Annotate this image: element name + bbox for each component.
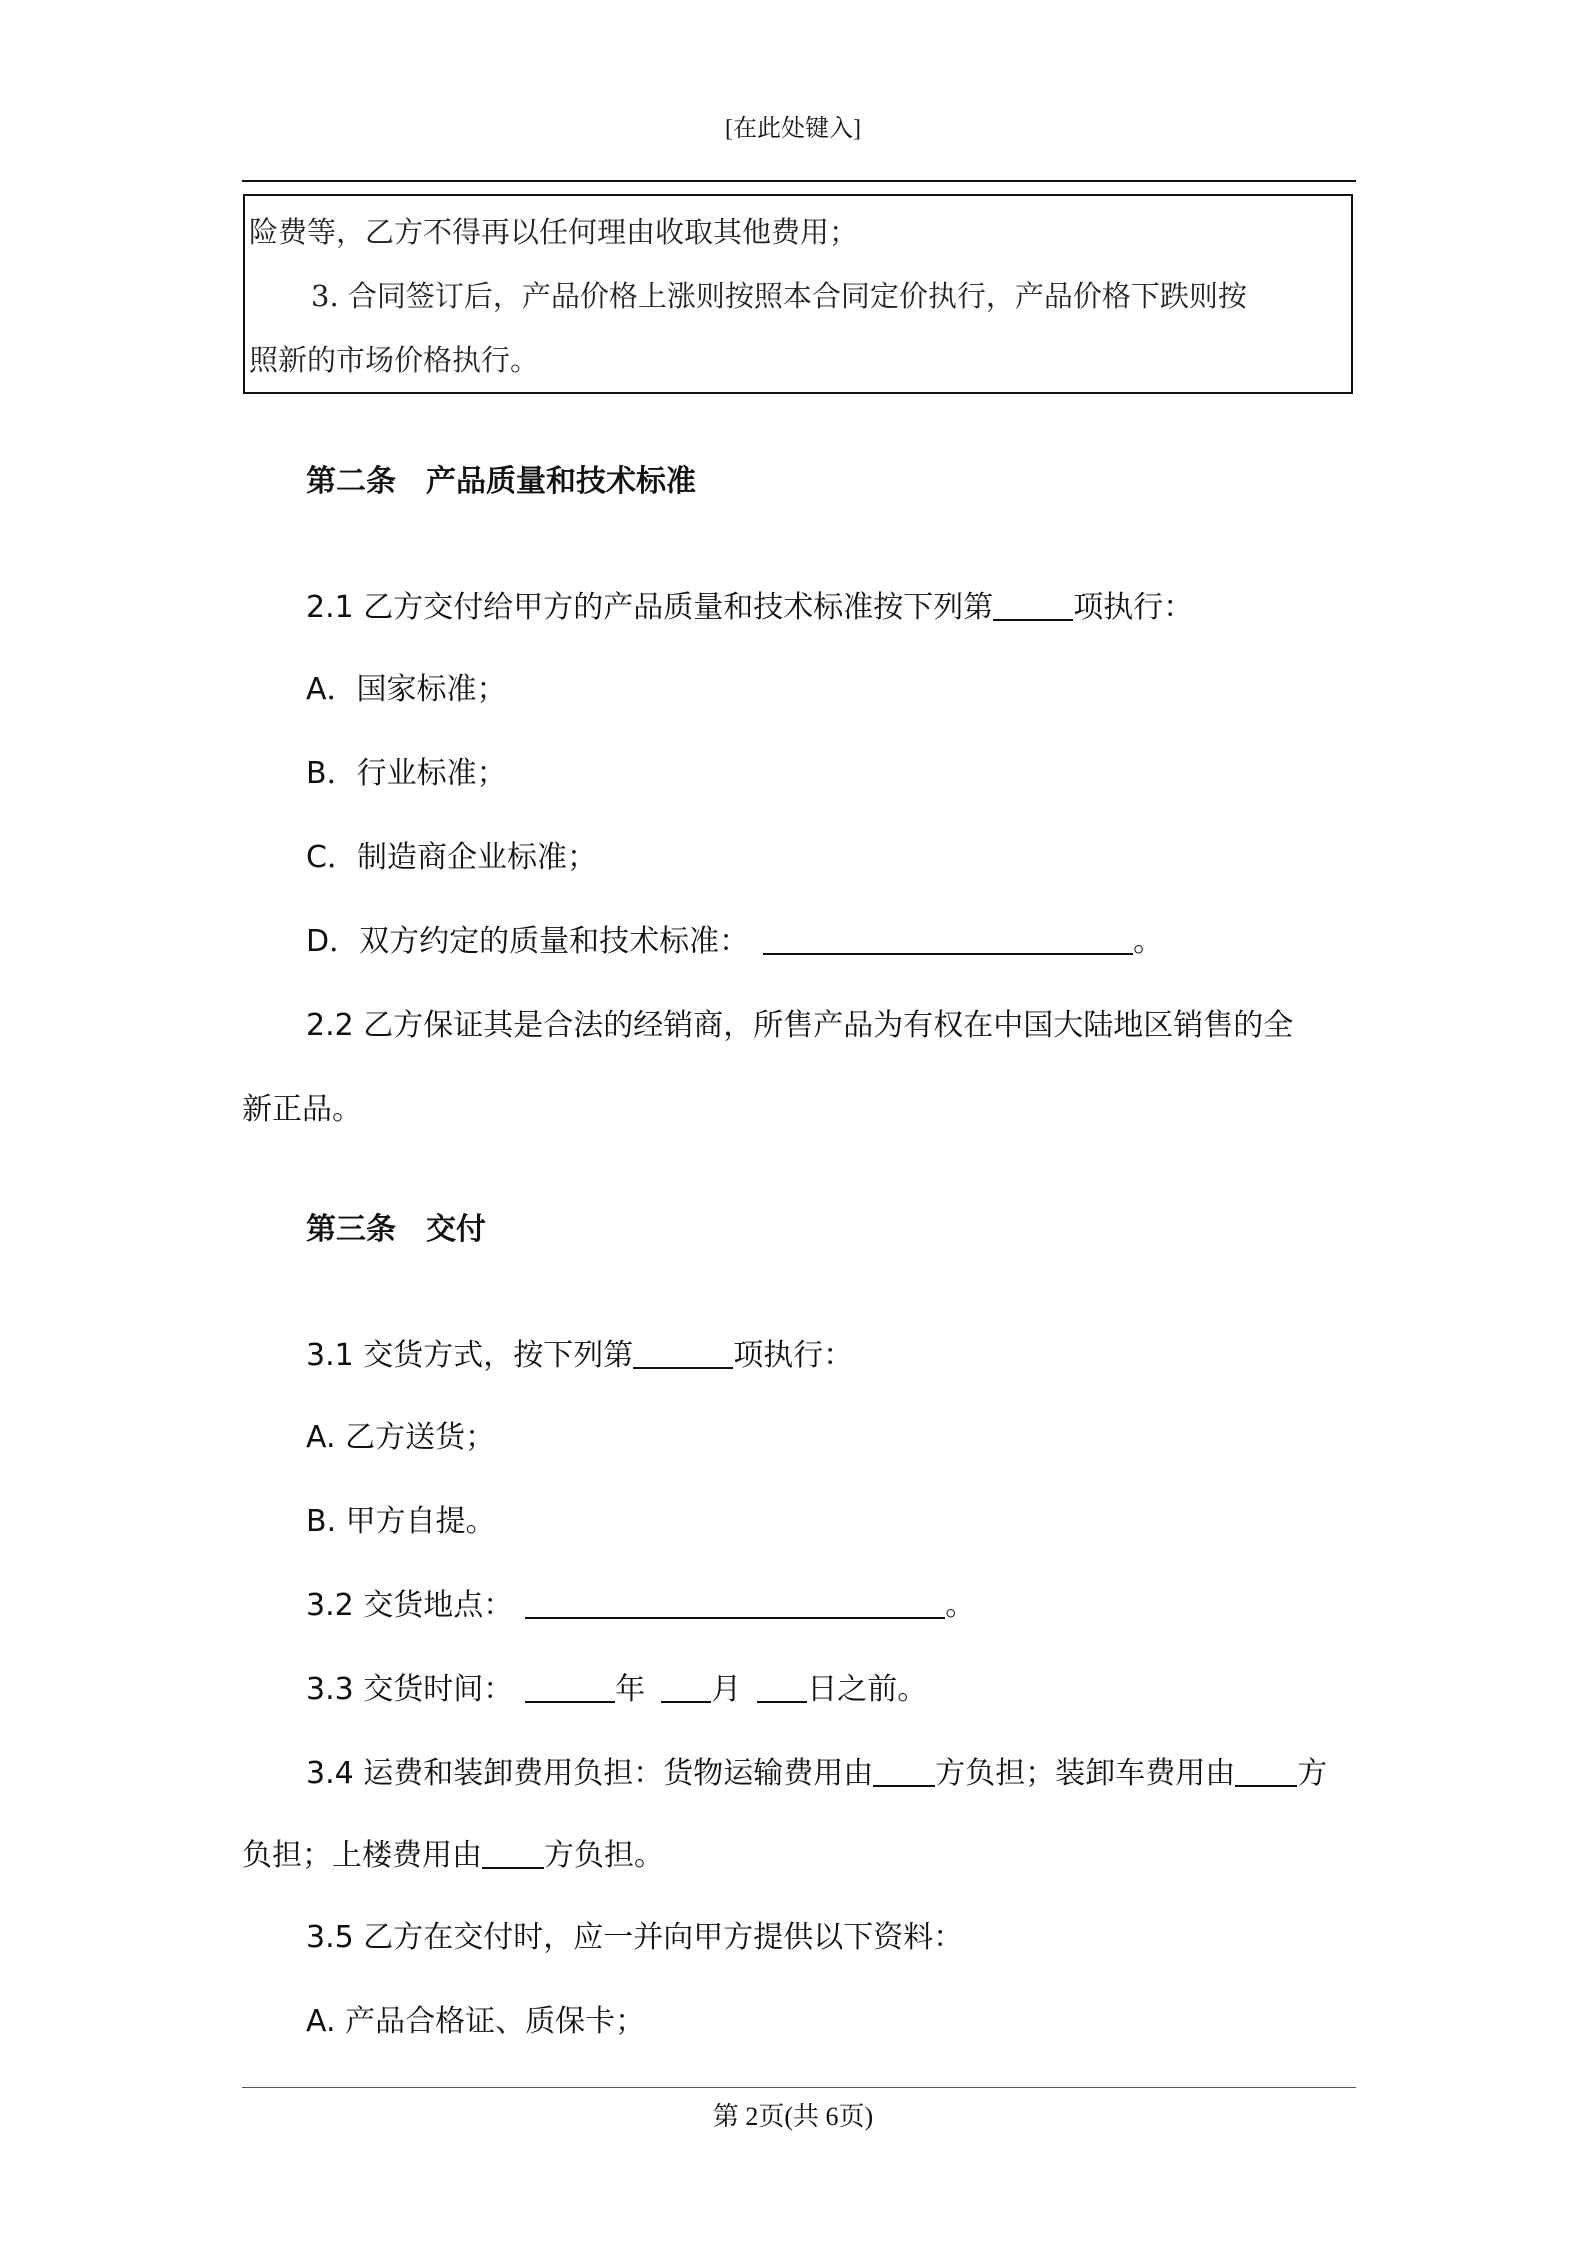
continued-text-box [243, 194, 1353, 394]
box-line-1: 险费等，乙方不得再以任何理由收取其他费用； [249, 215, 859, 249]
page-header: [在此处键入] [725, 116, 861, 142]
blank-delivery-method[interactable] [633, 1367, 733, 1369]
month-label: 月 [711, 1672, 742, 1707]
clause-3-2-text: 3.2 交货地点： [306, 1588, 514, 1623]
blank-standard-choice[interactable] [993, 619, 1073, 621]
option-3-a: A. 乙方送货； [306, 1420, 496, 1455]
clause-3-4-text-c: 方 [1297, 1756, 1328, 1791]
clause-3-4-text-b: 方负担；装卸车费用由 [935, 1756, 1236, 1791]
footer-divider [242, 2087, 1356, 2088]
box-line-3: 照新的市场价格执行。 [249, 343, 540, 377]
clause-3-4-line-2-text: 负担；上楼费用由 [242, 1838, 482, 1873]
year-label: 年 [615, 1672, 646, 1707]
header-divider [242, 180, 1356, 182]
blank-delivery-location[interactable] [525, 1617, 945, 1619]
clause-2-1-text-end: 项执行： [1073, 590, 1194, 625]
blank-transport-payer[interactable] [873, 1785, 935, 1787]
clause-3-5-option-a: A. 产品合格证、质保卡； [306, 2004, 646, 2039]
clause-3-1-text-end: 项执行： [733, 1338, 854, 1373]
clause-3-5: 3.5 乙方在交付时，应一并向甲方提供以下资料： [306, 1920, 964, 1955]
clause-3-3 [306, 1664, 927, 1708]
clause-3-1 [306, 1330, 853, 1374]
option-2-d-end: 。 [1133, 924, 1164, 959]
clause-3-2 [306, 1580, 975, 1624]
clause-3-1-text: 3.1 交货方式，按下列第 [306, 1338, 634, 1373]
blank-day[interactable] [757, 1701, 807, 1703]
clause-3-4-line-1 [306, 1748, 1327, 1792]
option-2-a: A．国家标准； [306, 672, 507, 707]
option-2-c: C．制造商企业标准； [306, 840, 597, 875]
blank-agreed-standard[interactable] [763, 953, 1133, 955]
page-footer: 第 2页(共 6页) [712, 2102, 874, 2131]
box-line-2: 3. 合同签订后，产品价格上涨则按照本合同定价执行，产品价格下跌则按 [311, 279, 1247, 313]
clause-3-4-text-a: 3.4 运费和装卸费用负担：货物运输费用由 [306, 1756, 874, 1791]
option-2-b: B．行业标准； [306, 756, 507, 791]
clause-3-4-line-2-end: 方负担。 [544, 1838, 664, 1873]
option-2-d [306, 916, 1163, 960]
article-3-heading: 第三条 交付 [306, 1212, 486, 1247]
blank-month[interactable] [661, 1701, 711, 1703]
clause-3-2-end: 。 [945, 1588, 976, 1623]
clause-2-1 [306, 582, 1193, 626]
blank-year[interactable] [525, 1701, 615, 1703]
clause-2-1-text: 2.1 乙方交付给甲方的产品质量和技术标准按下列第 [306, 590, 994, 625]
option-2-d-text: D．双方约定的质量和技术标准： [306, 924, 750, 959]
clause-2-2-line-1: 2.2 乙方保证其是合法的经销商，所售产品为有权在中国大陆地区销售的全 [306, 1008, 1294, 1043]
clause-3-3-text: 3.3 交货时间： [306, 1672, 514, 1707]
article-2-heading: 第二条 产品质量和技术标准 [306, 464, 696, 499]
option-3-b: B. 甲方自提。 [306, 1504, 496, 1539]
blank-upstairs-payer[interactable] [482, 1867, 544, 1869]
clause-2-2-line-2: 新正品。 [242, 1092, 362, 1127]
clause-3-4-line-2 [242, 1830, 664, 1874]
day-label: 日之前。 [807, 1672, 928, 1707]
blank-loading-payer[interactable] [1235, 1785, 1297, 1787]
